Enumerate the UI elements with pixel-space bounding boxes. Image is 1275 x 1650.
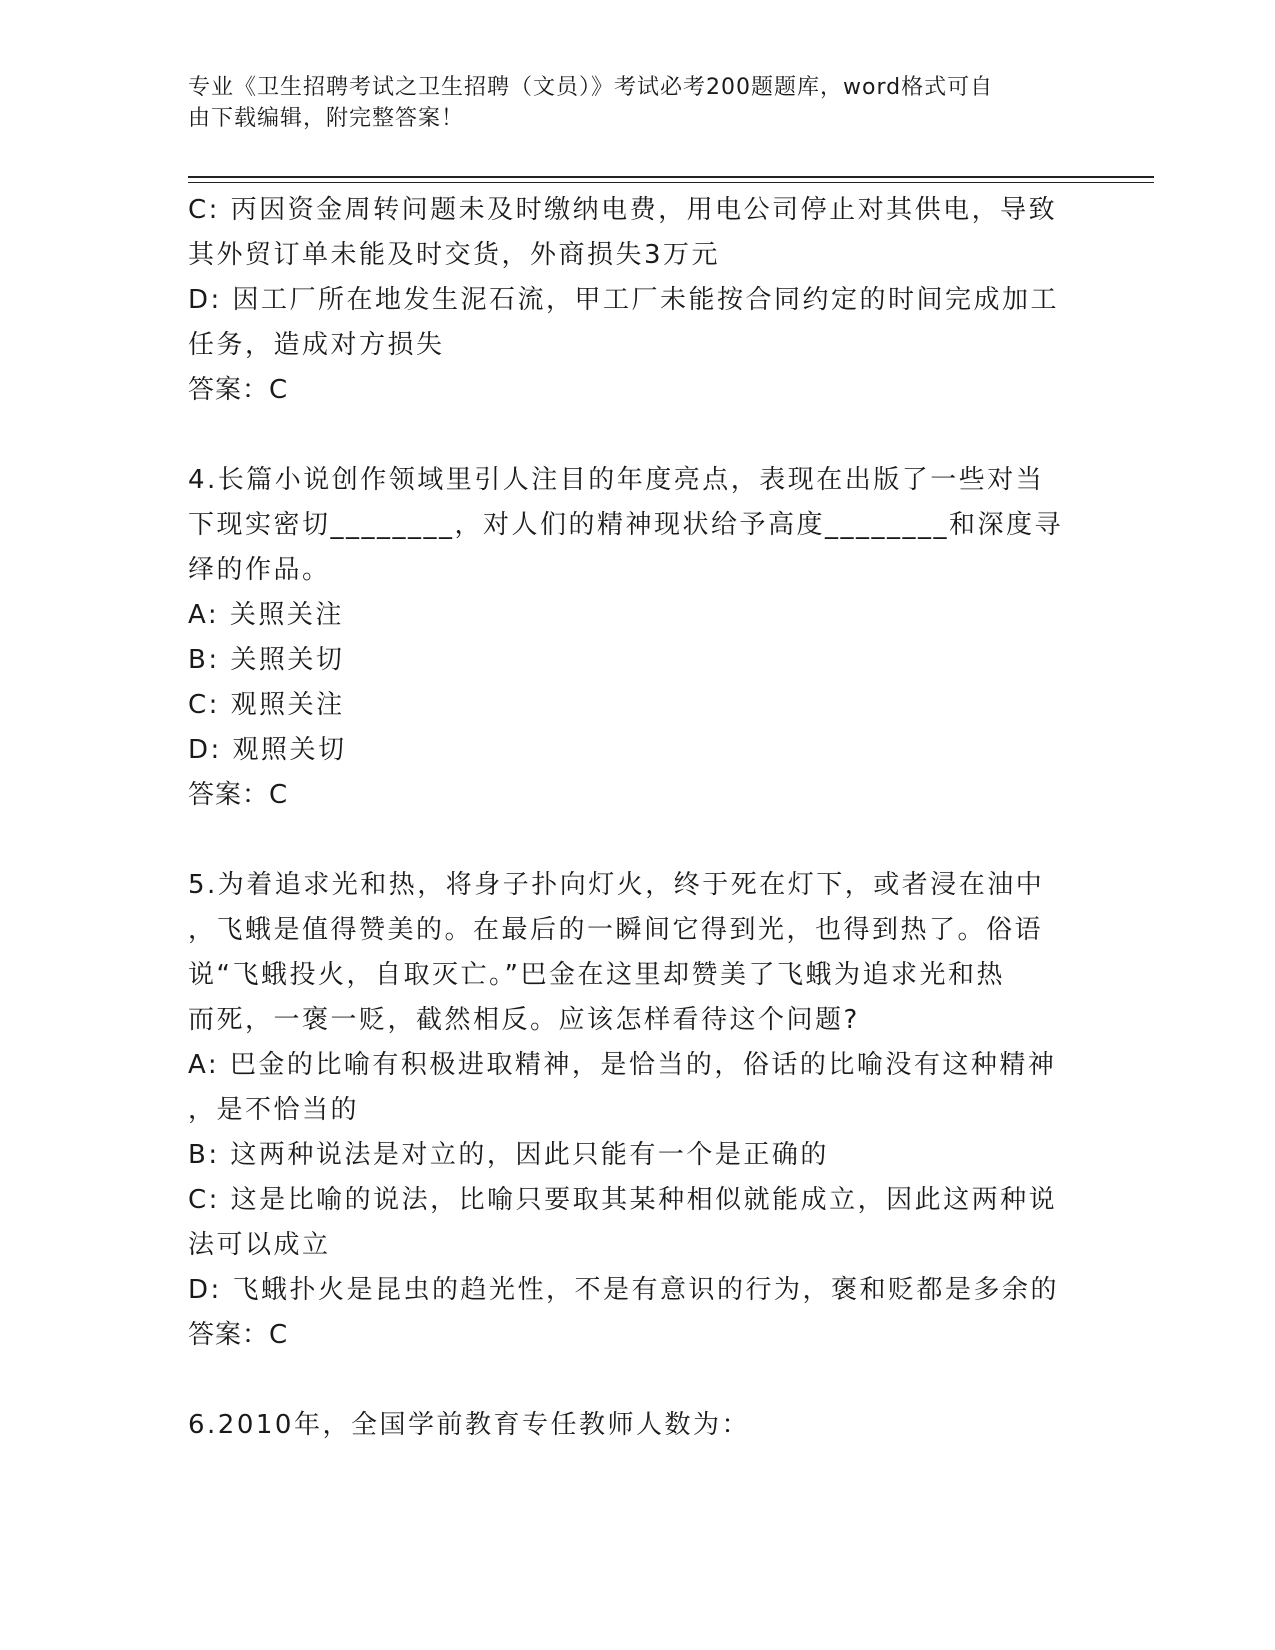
q4-answer: 答案：C [188,780,289,810]
q5-option-a-line-2: ，是不恰当的 [188,1095,360,1125]
q3-option-c-line-2: 其外贸订单未能及时交货，外商损失3万元 [188,240,721,270]
header-divider-thin [188,182,1154,183]
header-title-line-2: 由下载编辑，附完整答案！ [188,106,465,131]
q4-option-d: D: 观照关切 [188,735,347,765]
q4-option-c: C: 观照关注 [188,690,345,720]
q5-option-d: D: 飞蛾扑火是昆虫的趋光性，不是有意识的行为，褒和贬都是多余的 [188,1275,1060,1305]
q5-option-b: B: 这两种说法是对立的，因此只能有一个是正确的 [188,1140,829,1170]
q3-option-d-line-2: 任务，造成对方损失 [188,330,445,360]
q4-option-a: A: 关照关注 [188,600,344,630]
q3-option-c-line-1: C: 丙因资金周转问题未及时缴纳电费，用电公司停止对其供电，导致 [188,195,1058,225]
question-5 [188,863,1068,1358]
document-body [188,188,1068,1448]
q4-option-b: B: 关照关切 [188,645,345,675]
question-6 [188,1403,1068,1448]
spacer [188,1358,1068,1403]
q3-answer: 答案：C [188,375,289,405]
header-divider-thick [188,176,1154,178]
q4-stem-line-1: 4.长篇小说创作领域里引人注目的年度亮点，表现在出版了一些对当 [188,465,1045,495]
question-4 [188,458,1068,818]
q5-stem-line-4: 而死，一褒一贬，截然相反。应该怎样看待这个问题? [188,1005,860,1035]
spacer [188,413,1068,458]
q4-stem-line-3: 绎的作品。 [188,555,331,585]
q5-answer: 答案：C [188,1320,289,1350]
q5-stem-line-2: ，飞蛾是值得赞美的。在最后的一瞬间它得到光，也得到热了。俗语 [188,915,1044,945]
q3-option-d-line-1: D: 因工厂所在地发生泥石流，甲工厂未能按合同约定的时间完成加工 [188,285,1060,315]
q4-stem-line-2: 下现实密切________，对人们的精神现状给予高度________和深度寻 [188,510,1064,540]
question-3-tail [188,188,1068,413]
q5-option-a-line-1: A: 巴金的比喻有积极进取精神，是恰当的，俗话的比喻没有这种精神 [188,1050,1057,1080]
spacer [188,818,1068,863]
q5-option-c-line-1: C: 这是比喻的说法，比喻只要取其某种相似就能成立，因此这两种说 [188,1185,1058,1215]
q5-stem-line-1: 5.为着追求光和热，将身子扑向灯火，终于死在灯下，或者浸在油中 [188,870,1045,900]
q5-stem-line-3: 说“飞蛾投火，自取灭亡。”巴金在这里却赞美了飞蛾为追求光和热 [188,960,1005,990]
q6-stem-line-1: 6.2010年，全国学前教育专任教师人数为： [188,1410,750,1440]
q5-option-c-line-2: 法可以成立 [188,1230,331,1260]
page-header [188,72,1068,134]
header-title-line-1: 专业《卫生招聘考试之卫生招聘（文员）》考试必考200题题库，word格式可自 [188,75,994,100]
